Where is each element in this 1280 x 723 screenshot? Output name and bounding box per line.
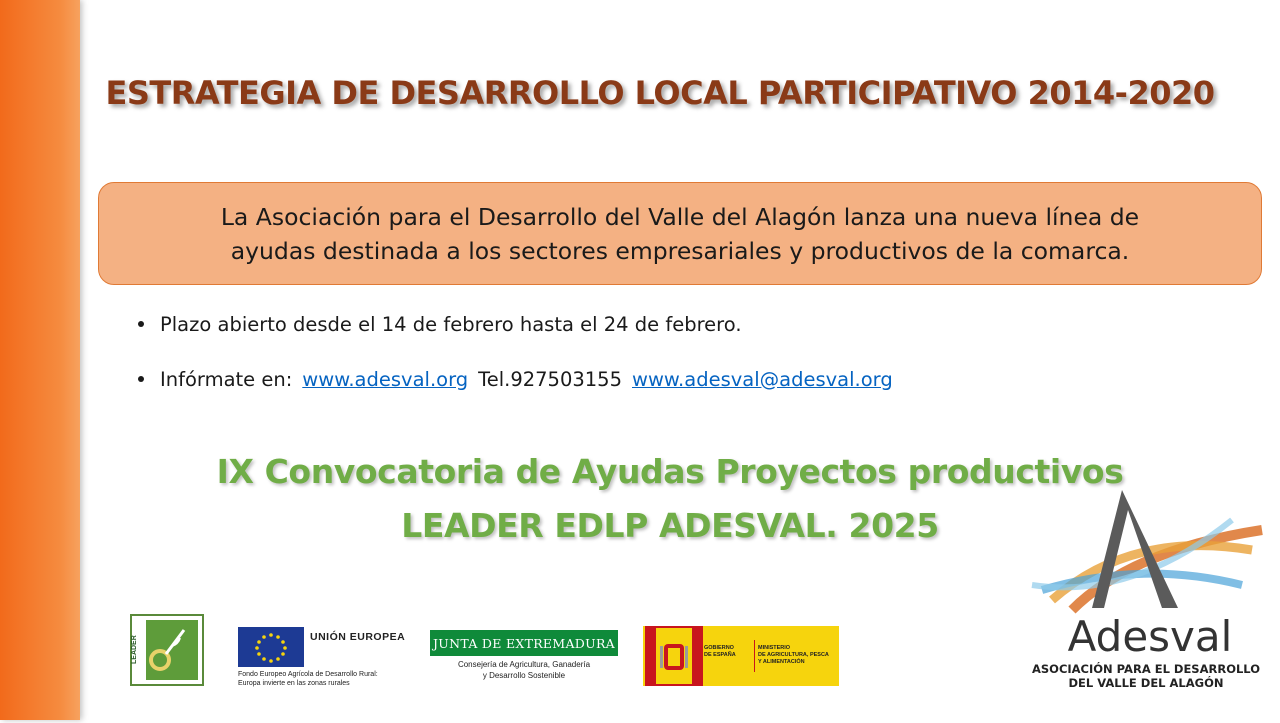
page-title: ESTRATEGIA DE DESARROLLO LOCAL PARTICIPATIVO 2014-2020: [105, 74, 1215, 112]
email-link[interactable]: www.adesval@adesval.org: [632, 367, 893, 391]
eu-flag: [238, 627, 304, 667]
coat-of-arms-icon: [660, 640, 688, 674]
junta-subtitle-line-1: Consejería de Agricultura, Ganadería: [457, 660, 591, 669]
eu-note: [238, 670, 408, 688]
leader-label: LEADER: [131, 635, 138, 665]
junta-subtitle-line-2: y Desarrollo Sostenible: [482, 671, 566, 680]
junta-subtitle: [430, 659, 618, 681]
ministerio-line-1: MINISTERIO: [758, 645, 791, 651]
phone-text: Tel.927503155: [478, 367, 622, 391]
eu-stars-icon: [238, 627, 304, 667]
eu-label: UNIÓN EUROPEA: [310, 631, 406, 643]
bullet-list: [138, 308, 1138, 418]
bullet-icon: [138, 321, 144, 327]
gobierno-label: [704, 645, 736, 659]
intro-line-2: ayudas destinada a los sectores empresariales y productivos de la comarca.: [230, 236, 1130, 265]
bullet-item-info: [138, 363, 1138, 395]
adesval-wordmark: Adesval: [1067, 612, 1233, 661]
bullet-icon: [138, 376, 144, 382]
leader-emblem-icon: [132, 616, 202, 684]
gobierno-line-1: GOBIERNO: [704, 645, 734, 651]
adesval-subtitle-line-2: DEL VALLE DEL ALAGÓN: [1068, 676, 1224, 690]
eu-note-line-2: Europa invierte en las zonas rurales: [238, 680, 350, 687]
bullet-item-deadline: [138, 308, 1138, 340]
intro-line-1: La Asociación para el Desarrollo del Valle del Alagón lanza una nueva línea de: [220, 202, 1140, 231]
intro-box: [98, 182, 1262, 285]
leader-logo: [130, 614, 204, 686]
call-subtitle: LEADER EDLP ADESVAL. 2025: [401, 506, 939, 545]
info-prefix: Infórmate en:: [160, 367, 293, 391]
website-link[interactable]: www.adesval.org: [302, 367, 469, 391]
eu-note-line-1: Fondo Europeo Agrícola de Desarrollo Rural:: [238, 671, 378, 678]
adesval-subtitle: [1030, 662, 1262, 690]
gobierno-line-2: DE ESPAÑA: [704, 652, 736, 658]
orange-side-bar: [0, 0, 80, 720]
junta-logo: JUNTA DE EXTREMADURA: [430, 630, 618, 656]
ministerio-line-2: DE AGRICULTURA, PESCA: [758, 652, 829, 658]
adesval-subtitle-line-1: ASOCIACIÓN PARA EL DESARROLLO: [1031, 662, 1260, 676]
deadline-text: Plazo abierto desde el 14 de febrero hasta el 24 de febrero.: [160, 312, 742, 336]
gobierno-divider: [754, 640, 755, 672]
ministerio-line-3: Y ALIMENTACIÓN: [758, 659, 805, 665]
ministerio-label: [758, 645, 829, 666]
call-title: IX Convocatoria de Ayudas Proyectos productivos: [216, 452, 1124, 491]
